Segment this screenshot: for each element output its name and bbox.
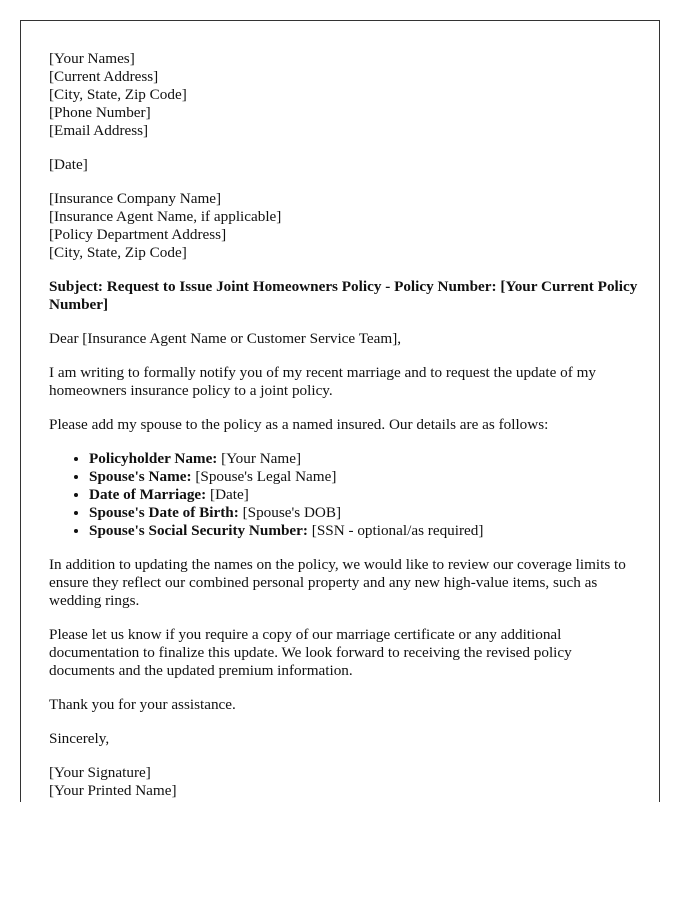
detail-value: [Spouse's Legal Name] <box>191 468 337 485</box>
sender-phone: [Phone Number] <box>49 104 151 121</box>
detail-value: [Date] <box>206 486 249 503</box>
detail-label: Spouse's Date of Birth: <box>89 504 239 521</box>
list-item-spouse-dob <box>89 504 639 522</box>
list-item-policyholder-name <box>89 450 639 468</box>
coverage-paragraph: In addition to updating the names on the policy, we would like to review our coverage limits to ensure they reflect our combined personal property and any new high-value items, such as wedding rings. <box>49 556 626 609</box>
recipient-department-address: [Policy Department Address] <box>49 226 227 243</box>
printed-name: [Your Printed Name] <box>49 782 177 799</box>
detail-label: Spouse's Social Security Number: <box>89 522 308 539</box>
signature-block <box>49 764 639 800</box>
sender-address: [Current Address] <box>49 68 159 85</box>
details-list <box>49 450 639 540</box>
detail-value: [Your Name] <box>217 450 302 467</box>
recipient-block <box>49 190 639 262</box>
signature: [Your Signature] <box>49 764 151 781</box>
date-block <box>49 156 639 174</box>
letter-page <box>20 20 660 802</box>
list-item-spouse-name <box>89 468 639 486</box>
intro-paragraph: I am writing to formally notify you of my recent marriage and to request the update of my homeowners insurance policy to a joint policy. <box>49 364 597 399</box>
sender-block <box>49 50 639 140</box>
recipient-agent: [Insurance Agent Name, if applicable] <box>49 208 282 225</box>
salutation: Dear [Insurance Agent Name or Customer Service Team], <box>49 330 402 347</box>
detail-value: [SSN - optional/as required] <box>307 522 484 539</box>
sender-city-state-zip: [City, State, Zip Code] <box>49 86 187 103</box>
sender-names: [Your Names] <box>49 50 135 67</box>
subject-line: Subject: Request to Issue Joint Homeowners Policy - Policy Number: [Your Current Policy Number] <box>49 278 638 313</box>
detail-label: Policyholder Name: <box>89 450 218 467</box>
letter-date: [Date] <box>49 156 88 173</box>
detail-label: Date of Marriage: <box>89 486 207 503</box>
thanks-paragraph: Thank you for your assistance. <box>49 696 236 713</box>
documentation-paragraph: Please let us know if you require a copy of our marriage certificate or any additional documentation to finalize this update. We look forward to receiving the revised policy documents and the updated premium information. <box>49 626 572 679</box>
recipient-company: [Insurance Company Name] <box>49 190 222 207</box>
sender-email: [Email Address] <box>49 122 149 139</box>
recipient-city-state-zip: [City, State, Zip Code] <box>49 244 187 261</box>
detail-value: [Spouse's DOB] <box>238 504 342 521</box>
detail-label: Spouse's Name: <box>89 468 192 485</box>
list-item-date-of-marriage <box>89 486 639 504</box>
closing: Sincerely, <box>49 730 110 747</box>
letter-content <box>49 50 639 802</box>
details-lead-paragraph: Please add my spouse to the policy as a named insured. Our details are as follows: <box>49 416 549 433</box>
list-item-spouse-ssn <box>89 522 639 540</box>
